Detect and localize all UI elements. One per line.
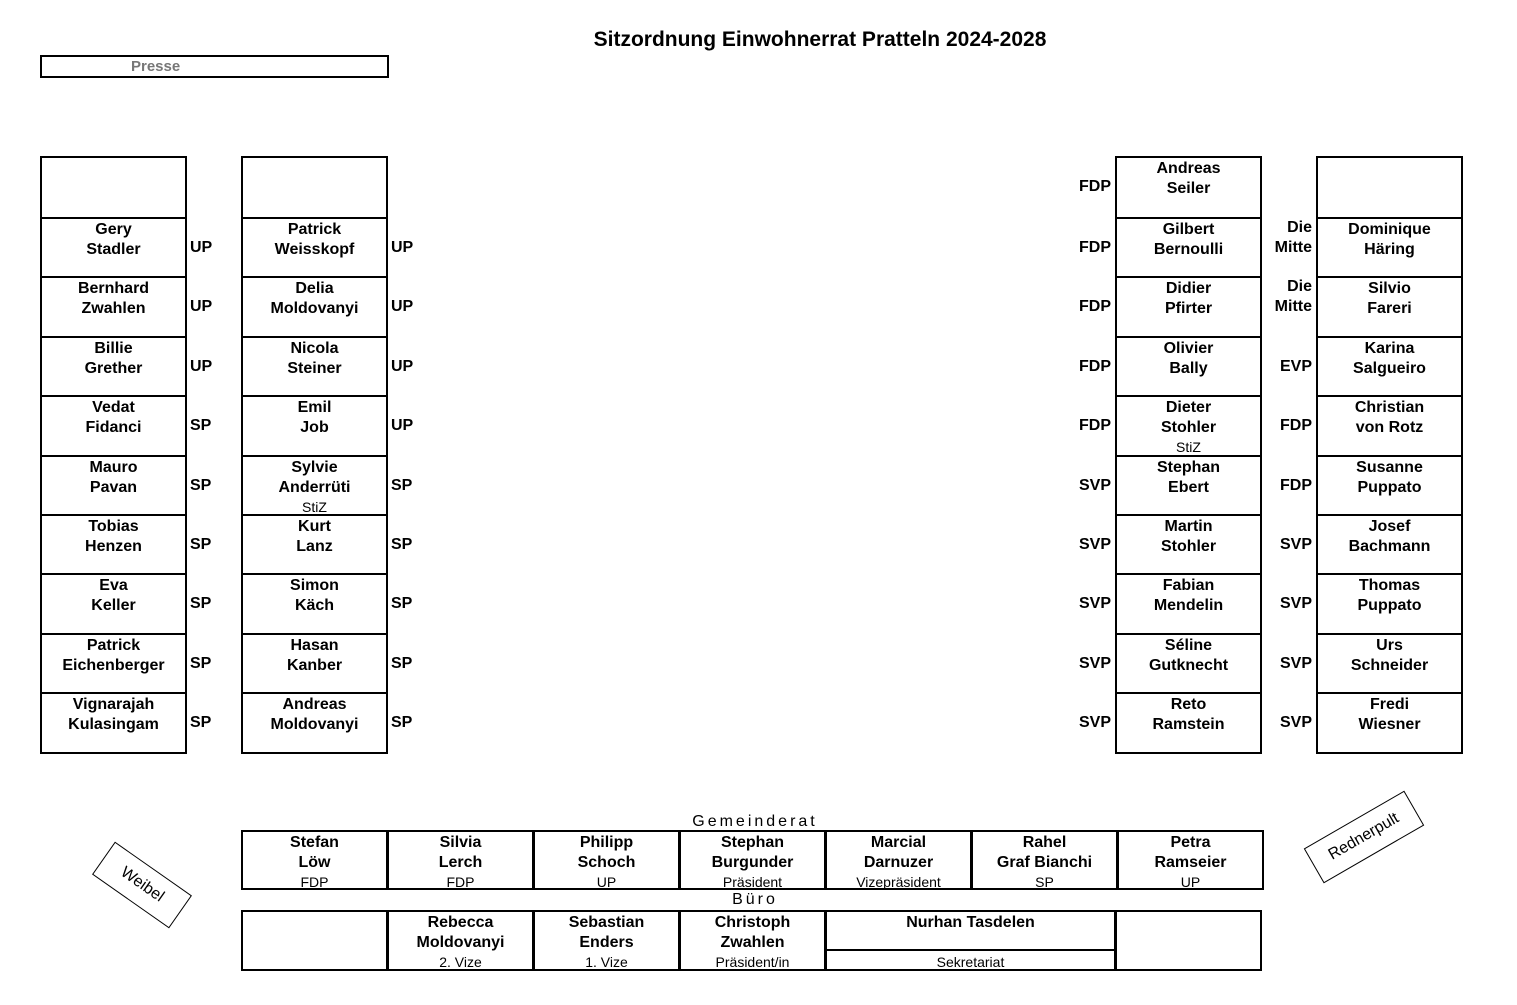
- seat-first-name: Vignarajah: [72, 696, 155, 713]
- gemeinderat-role: FDP: [446, 874, 475, 890]
- seat-first-name: Dieter: [1165, 399, 1212, 416]
- seat: [241, 455, 388, 514]
- party-label: SP: [190, 536, 212, 553]
- buero-last-name: Zwahlen: [720, 934, 785, 951]
- party-label: SVP: [1078, 536, 1111, 553]
- party-label: UP: [391, 358, 414, 375]
- seat: [1115, 217, 1262, 276]
- seat: [40, 217, 187, 276]
- party-label: FDP: [1079, 417, 1111, 434]
- buero-role: 1. Vize: [585, 954, 628, 970]
- seat: [241, 395, 388, 455]
- seat: [241, 573, 388, 633]
- seat-first-name: Gilbert: [1162, 221, 1215, 238]
- seat-first-name: Reto: [1170, 696, 1207, 713]
- party-label: UP: [391, 417, 414, 434]
- gemeinderat-seat: [825, 830, 972, 890]
- seat: [241, 336, 388, 395]
- buero-role: Sekretariat: [936, 954, 1005, 970]
- buero-role: 2. Vize: [439, 954, 482, 970]
- seat: [1316, 395, 1463, 455]
- weibel-label: Weibel: [117, 863, 168, 906]
- presse-area: [40, 55, 389, 78]
- party-label-line2: SVP: [1279, 714, 1312, 731]
- party-label: FDP: [1079, 298, 1111, 315]
- party-label-line2: FDP: [1280, 417, 1312, 434]
- seat: [1316, 514, 1463, 573]
- seat-first-name: Martin: [1164, 518, 1213, 535]
- seat: [1115, 692, 1262, 754]
- party-label: FDP: [1079, 178, 1111, 195]
- buero-seat: [387, 910, 534, 971]
- seat-first-name: Fredi: [1369, 696, 1410, 713]
- seat: [40, 276, 187, 336]
- seat-first-name: Billie: [94, 340, 133, 357]
- seat-first-name: Patrick: [86, 637, 141, 654]
- seat: [1316, 276, 1463, 336]
- seat-first-name: Sylvie: [291, 459, 338, 476]
- seat-last-name: Ebert: [1168, 479, 1209, 496]
- party-label: FDP: [1079, 239, 1111, 256]
- seat-first-name: Bernhard: [77, 280, 150, 297]
- seat: [1316, 633, 1463, 692]
- party-label: FDP: [1079, 358, 1111, 375]
- seat: [1316, 455, 1463, 514]
- seat: [1115, 514, 1262, 573]
- gemeinderat-first-name: Silvia: [439, 834, 482, 851]
- seat: [40, 156, 187, 217]
- gemeinderat-first-name: Stephan: [720, 834, 785, 851]
- seat-first-name: Gery: [95, 221, 132, 238]
- seat-last-name: Henzen: [85, 538, 142, 555]
- party-label: SP: [391, 595, 413, 612]
- gemeinderat-seat: [241, 830, 388, 890]
- gemeinderat-seat: [387, 830, 534, 890]
- seat-last-name: Moldovanyi: [270, 716, 359, 733]
- party-label: SP: [391, 477, 413, 494]
- gemeinderat-last-name: Graf Bianchi: [996, 854, 1093, 871]
- seat-first-name: Karina: [1364, 340, 1415, 357]
- seat-last-name: Job: [300, 419, 329, 436]
- seat: [40, 336, 187, 395]
- seat-last-name: Puppato: [1357, 479, 1422, 496]
- seat: [1115, 573, 1262, 633]
- seat-last-name: Bernoulli: [1153, 241, 1224, 258]
- buero-seat: [825, 910, 1116, 971]
- seat-first-name: Simon: [290, 577, 339, 594]
- party-label: SP: [190, 477, 212, 494]
- seat: [1115, 276, 1262, 336]
- buero-last-name: Moldovanyi: [416, 934, 505, 951]
- party-label: SP: [190, 417, 212, 434]
- seat-last-name: Salgueiro: [1353, 360, 1426, 377]
- seat-first-name: Andreas: [282, 696, 347, 713]
- seat-first-name: Nicola: [290, 340, 339, 357]
- seat-last-name: Fareri: [1367, 300, 1412, 317]
- seat: [1115, 633, 1262, 692]
- seat: [1115, 395, 1262, 455]
- buero-divider: [827, 949, 1114, 951]
- seat-first-name: Stephan: [1156, 459, 1221, 476]
- seat: [40, 633, 187, 692]
- seat-last-name: Stohler: [1160, 538, 1217, 555]
- party-label-line2: SVP: [1279, 536, 1312, 553]
- seat-first-name: Silvio: [1368, 280, 1411, 297]
- weibel-box: [92, 842, 192, 929]
- seat-last-name: Bally: [1169, 360, 1208, 377]
- party-label: SVP: [1078, 595, 1111, 612]
- seat-last-name: Wiesner: [1358, 716, 1421, 733]
- seat-note: StiZ: [302, 499, 327, 515]
- seat-first-name: Hasan: [290, 637, 339, 654]
- party-label-line2: Mitte: [1274, 298, 1312, 315]
- seat-last-name: Fidanci: [85, 419, 142, 436]
- buero-first-name: Nurhan Tasdelen: [906, 914, 1035, 931]
- seat-last-name: Schneider: [1350, 657, 1429, 674]
- seat-first-name: Mauro: [89, 459, 138, 476]
- gemeinderat-role: SP: [1035, 874, 1054, 890]
- party-label: SVP: [1078, 714, 1111, 731]
- seat: [1316, 336, 1463, 395]
- seat-first-name: Andreas: [1156, 160, 1221, 177]
- seat-last-name: Seiler: [1166, 180, 1211, 197]
- seat-first-name: Thomas: [1358, 577, 1421, 594]
- page-title: Sitzordnung Einwohnerrat Pratteln 2024-2028: [593, 28, 1047, 51]
- party-label: SP: [190, 595, 212, 612]
- seat-last-name: Häring: [1364, 241, 1415, 258]
- seat-last-name: Kanber: [286, 657, 343, 674]
- party-label: UP: [190, 358, 213, 375]
- seat-first-name: Dominique: [1348, 221, 1431, 238]
- gemeinderat-role: UP: [1180, 874, 1201, 890]
- seat-first-name: Fabian: [1162, 577, 1215, 594]
- seat-last-name: Pfirter: [1164, 300, 1213, 317]
- gemeinderat-last-name: Ramseier: [1154, 854, 1227, 871]
- seat-last-name: Pavan: [89, 479, 138, 496]
- party-label: SP: [190, 655, 212, 672]
- gemeinderat-last-name: Löw: [298, 854, 331, 871]
- seat-last-name: Lanz: [296, 538, 333, 555]
- seat-note: StiZ: [1176, 439, 1201, 455]
- buero-seat: [533, 910, 680, 971]
- gemeinderat-role: Vizepräsident: [856, 874, 941, 890]
- gemeinderat-first-name: Philipp: [579, 834, 634, 851]
- gemeinderat-last-name: Lerch: [438, 854, 483, 871]
- buero-first-name: Sebastian: [568, 914, 645, 931]
- seat: [241, 276, 388, 336]
- buero-role: Präsident/in: [715, 954, 790, 970]
- seat-last-name: Bachmann: [1348, 538, 1431, 555]
- party-label: UP: [391, 298, 414, 315]
- seat: [1115, 156, 1262, 217]
- buero-seat: [679, 910, 826, 971]
- seat-last-name: Käch: [294, 597, 335, 614]
- party-label: UP: [190, 298, 213, 315]
- seat: [241, 217, 388, 276]
- seat-first-name: Christian: [1354, 399, 1425, 416]
- gemeinderat-first-name: Petra: [1170, 834, 1211, 851]
- seat-first-name: Eva: [99, 577, 128, 594]
- party-label: SP: [190, 714, 212, 731]
- buero-last-name: Enders: [579, 934, 634, 951]
- seat-last-name: Moldovanyi: [270, 300, 359, 317]
- seat: [1316, 692, 1463, 754]
- gemeinderat-first-name: Stefan: [290, 834, 339, 851]
- seat-first-name: Séline: [1164, 637, 1213, 654]
- seat-first-name: Emil: [297, 399, 332, 416]
- seat-last-name: Keller: [91, 597, 136, 614]
- party-label-line2: Mitte: [1274, 239, 1312, 256]
- buero-label: Büro: [732, 891, 778, 908]
- seat-first-name: Josef: [1368, 518, 1411, 535]
- gemeinderat-seat: [971, 830, 1118, 890]
- seat: [40, 514, 187, 573]
- seat: [1316, 156, 1463, 217]
- party-label-line1: Die: [1287, 278, 1312, 295]
- party-label: SVP: [1078, 655, 1111, 672]
- seat-last-name: Stohler: [1160, 419, 1217, 436]
- seat-first-name: Patrick: [287, 221, 342, 238]
- party-label-line1: Die: [1287, 219, 1312, 236]
- gemeinderat-first-name: Marcial: [870, 834, 927, 851]
- seat-first-name: Susanne: [1356, 459, 1423, 476]
- seat-first-name: Tobias: [88, 518, 139, 535]
- party-label-line2: EVP: [1279, 358, 1312, 375]
- gemeinderat-role: UP: [596, 874, 617, 890]
- seat-last-name: Gutknecht: [1148, 657, 1229, 674]
- seat-last-name: Eichenberger: [62, 657, 165, 674]
- seat-last-name: Kulasingam: [68, 716, 159, 733]
- party-label-line2: FDP: [1280, 477, 1312, 494]
- seat-last-name: Stadler: [86, 241, 141, 258]
- seat: [1115, 455, 1262, 514]
- seat: [1316, 217, 1463, 276]
- buero-seat: [1115, 910, 1262, 971]
- seat-last-name: von Rotz: [1355, 419, 1424, 436]
- seat-first-name: Olivier: [1163, 340, 1214, 357]
- gemeinderat-seat: [679, 830, 826, 890]
- gemeinderat-seat: [533, 830, 680, 890]
- gemeinderat-last-name: Schoch: [577, 854, 636, 871]
- seat-last-name: Steiner: [287, 360, 342, 377]
- party-label: UP: [391, 239, 414, 256]
- seat: [1316, 573, 1463, 633]
- seat-first-name: Vedat: [92, 399, 135, 416]
- seat: [1115, 336, 1262, 395]
- buero-first-name: Rebecca: [427, 914, 494, 931]
- seat-first-name: Delia: [295, 280, 334, 297]
- buero-first-name: Christoph: [714, 914, 791, 931]
- seat: [40, 455, 187, 514]
- gemeinderat-role: FDP: [300, 874, 329, 890]
- party-label-line2: SVP: [1279, 655, 1312, 672]
- party-label: SP: [391, 655, 413, 672]
- party-label: SP: [391, 714, 413, 731]
- seat-last-name: Anderrüti: [278, 479, 351, 496]
- seat: [40, 573, 187, 633]
- party-label: SP: [391, 536, 413, 553]
- seat-last-name: Grether: [84, 360, 143, 377]
- party-label: UP: [190, 239, 213, 256]
- rednerpult-label: Rednerpult: [1325, 809, 1402, 864]
- seat-last-name: Ramstein: [1152, 716, 1225, 733]
- gemeinderat-last-name: Burgunder: [711, 854, 794, 871]
- rednerpult-box: [1304, 791, 1424, 884]
- gemeinderat-last-name: Darnuzer: [863, 854, 934, 871]
- gemeinderat-seat: [1117, 830, 1264, 890]
- seat-last-name: Mendelin: [1153, 597, 1224, 614]
- presse-label: Presse: [131, 58, 181, 75]
- seat: [40, 395, 187, 455]
- party-label-line2: SVP: [1279, 595, 1312, 612]
- gemeinderat-label: Gemeinderat: [692, 813, 818, 830]
- seat: [40, 692, 187, 754]
- seat-last-name: Zwahlen: [81, 300, 146, 317]
- seat-last-name: Weisskopf: [274, 241, 355, 258]
- party-label: SVP: [1078, 477, 1111, 494]
- seat: [241, 156, 388, 217]
- buero-seat: [241, 910, 388, 971]
- gemeinderat-first-name: Rahel: [1022, 834, 1067, 851]
- seat: [241, 633, 388, 692]
- seat-first-name: Didier: [1165, 280, 1212, 297]
- seat-first-name: Kurt: [298, 518, 331, 535]
- seat-first-name: Urs: [1376, 637, 1403, 654]
- seat: [241, 692, 388, 754]
- seat: [241, 514, 388, 573]
- seat-last-name: Puppato: [1357, 597, 1422, 614]
- gemeinderat-role: Präsident: [722, 874, 783, 890]
